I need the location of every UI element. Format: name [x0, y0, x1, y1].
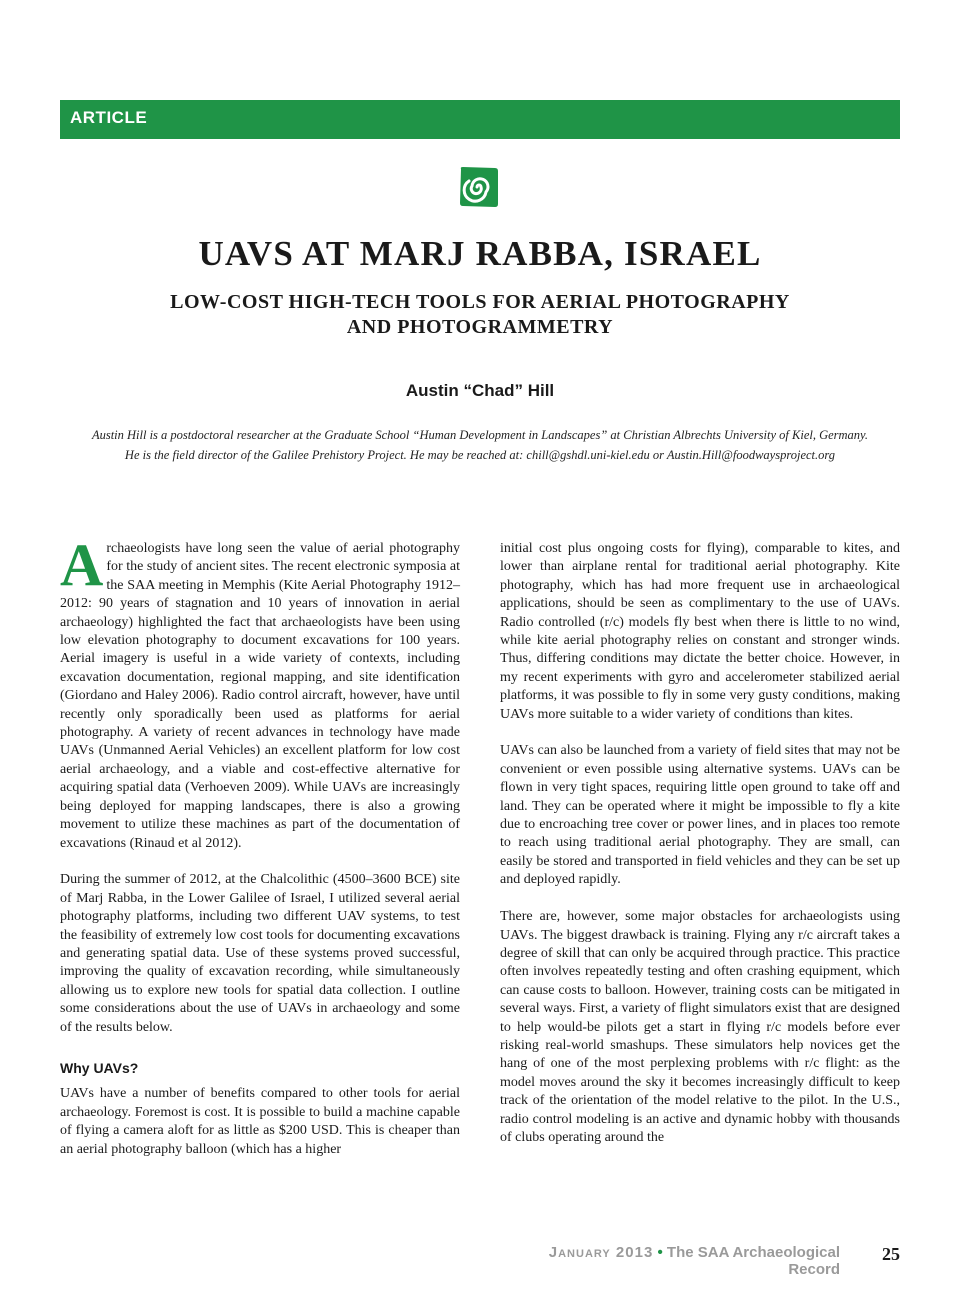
- article-subtitle: [120, 290, 840, 340]
- section-label: ARTICLE: [70, 108, 148, 127]
- body-paragraph: There are, however, some major obstacles for archaeologists using UAVs. The biggest drawback is training. Flying any r/c aircraft takes a degree of skill that can only be acquired through practice. This practice often involves repeatedly testing and often crashing equipment, which can cause costs to balloon. However, training costs can be mitigated in several ways. First, a variety of flight simulators exist that are designed to help would-be pilots get a start in flying r/c models before ever risking real-world smashups. These simulators help novices get the hang of one of the most perplexing problems with r/c flight: as the model moves around the sky it becomes increasingly difficult to keep track of the orientation of the model relative to the pilot. In the U.S., radio control modeling is an active and dynamic hobby with thousands of clubs operating around the: [500, 909, 900, 1145]
- body-paragraph: initial cost plus ongoing costs for flying), comparable to kites, and lower than airplane rental for traditional aerial photography. Kite photography, which has had more frequent use in archaeological applications, should be seen as complimentary to the use of UAVs. Radio controlled (r/c) models fly best when there is little to no wind, while kite aerial photography relies on constant and stronger winds. Thus, differing conditions may dictate the better choice. However, in my recent experiments with gyro and accelerometer stabilized aerial platforms, it was possible to fly in some very gusty conditions, making UAVs more suitable to a wider variety of conditions than kites.: [500, 541, 900, 722]
- body-column-left: [60, 532, 460, 1177]
- body-paragraph: [60, 532, 460, 853]
- subtitle-line-1: LOW-COST HIGH-TECH TOOLS FOR AERIAL PHOTOGRAPHY: [170, 291, 790, 313]
- section-banner: [60, 100, 900, 139]
- page-number: 25: [882, 1244, 900, 1264]
- author-name: Austin “Chad” Hill: [405, 381, 555, 400]
- bio-line-1: Austin Hill is a postdoctoral researcher at the Graduate School “Human Development in Landscapes” at Christian Albrechts University of Kiel, Germany.: [91, 428, 869, 442]
- issue-date: January 2013: [548, 1244, 654, 1261]
- section-heading: Why UAVs?: [60, 1059, 139, 1076]
- body-paragraph: UAVs have a number of benefits compared to other tools for aerial archaeology. Foremost is cost. It is possible to build a machine capable of flying a camera aloft for as little as $200 USD. This is cheaper than an aerial photography balloon (which has a higher: [60, 1086, 460, 1157]
- drop-cap: A: [60, 532, 104, 598]
- author-bio: [60, 425, 900, 465]
- body-paragraph: UAVs can also be launched from a variety of field sites that may not be convenient or even possible using alternative systems. UAVs can be flown in very tight spaces, requiring little open ground to take off and land. They can be operated where it might be impossible to fly a kite due to encroaching tree cover or power lines, and in places too remote to reach using traditional aerial photography. They are small, can easily be stored and transported in field vehicles and they can be set up and deployed rapidly.: [500, 743, 900, 888]
- spiral-logo-icon: [458, 165, 500, 209]
- bio-line-2: He is the field director of the Galilee Prehistory Project. He may be reached at: chill@gshdl.uni-kiel.edu or Austin.Hill@foodwaysproject.org: [124, 448, 836, 462]
- paragraph-text: rchaeologists have long seen the value of aerial photography for the study of ancient sites. The recent electronic symposia at the SAA meeting in Memphis (Kite Aerial Photography 1912–2012: 90 years of stagnation and 10 years of innovation in aerial archaeology) highlighted the fact that archaeologists have been using low elevation photography to document excavations for 100 years. Aerial imagery is useful in a wide variety of contexts, including excavation documentation, regional mapping, and site identification (Giordano and Haley 2006). Radio control aircraft, however, have until recently only sporadically been used as platforms for aerial photography. A variety of recent advances in technology have made UAVs (Unmanned Aerial Vehicles) an excellent platform for low cost aerial archaeology, and a viable and cost-effective alternative for acquiring spatial data (Verhoeven 2009). While UAVs are increasingly being deployed for mapping landscapes, there is also a growing movement to utilize these machines as part of the documentation of excavations (Rinaud et al 2012).: [60, 541, 460, 851]
- journal-name: The SAA Archaeological Record: [666, 1244, 840, 1278]
- body-column-right: [500, 540, 900, 1166]
- running-footer: [520, 1244, 840, 1278]
- footer-separator: •: [657, 1244, 663, 1261]
- body-paragraph: During the summer of 2012, at the Chalcolithic (4500–3600 BCE) site of Marj Rabba, in the Lower Galilee of Israel, I utilized several aerial photography platforms, including two different UAV systems, to test the feasibility of extremely low cost tools for documenting excavations and generating spatial data. Use of these systems proved successful, improving the quality of excavation recording, while simultaneously allowing us to explore new tools for spatial data collection. I outline some considerations about the use of UAVs in archaeology and some of the results below.: [60, 872, 460, 1035]
- article-title: UAVS AT MARJ RABBA, ISRAEL: [198, 234, 762, 273]
- subtitle-line-2: AND PHOTOGRAMMETRY: [346, 316, 614, 338]
